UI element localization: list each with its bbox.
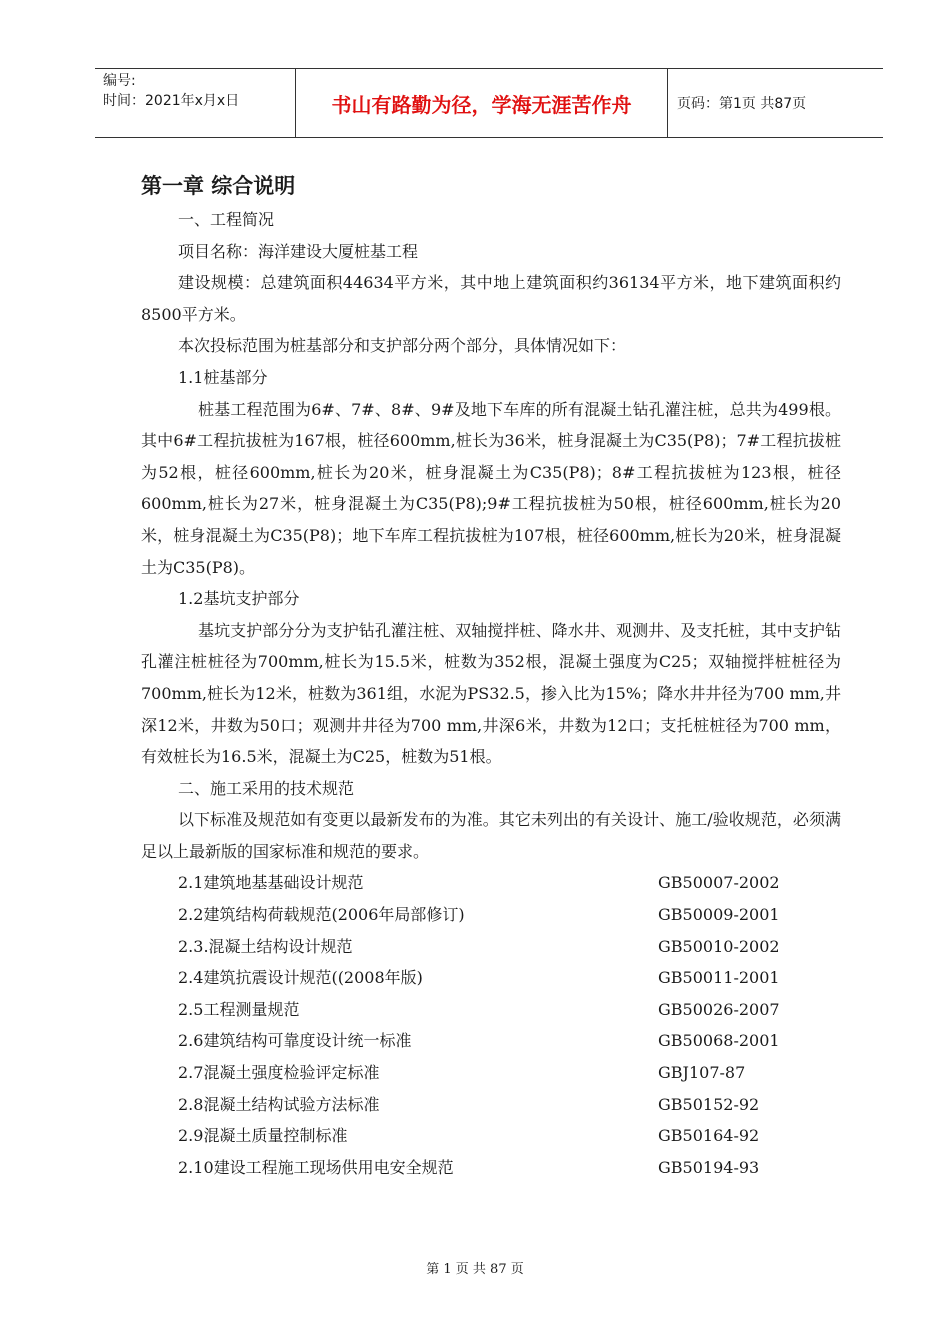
page-header: [95, 68, 883, 138]
standard-title: 2.3.混凝土结构设计规范: [178, 936, 353, 956]
section-1-title: 一、工程简况: [178, 210, 275, 229]
time-label: 时间：2021年x月x日: [103, 93, 240, 109]
standard-title: 2.6建筑结构可靠度设计统一标准: [178, 1031, 412, 1051]
standard-title: 2.2建筑结构荷载规范(2006年局部修订): [178, 905, 465, 925]
standard-item: [141, 931, 841, 963]
standard-title: 2.9混凝土质量控制标准: [178, 1126, 348, 1146]
header-motto: 书山有路勤为径，学海无涯苦作舟: [295, 69, 668, 137]
document-body: [141, 168, 841, 1183]
standard-code: GB50009-2001: [658, 905, 780, 925]
standard-title: 2.10建设工程施工现场供用电安全规范: [178, 1157, 454, 1177]
standard-code: GB50011-2001: [658, 968, 780, 988]
pit-section-title: 1.2基坑支护部分: [178, 589, 300, 609]
standards-list: [141, 867, 841, 1183]
project-name: 项目名称：海洋建设大厦桩基工程: [178, 241, 419, 261]
standard-code: GB50026-2007: [658, 999, 780, 1019]
standard-code: GBJ107-87: [658, 1063, 746, 1083]
pit-section-text: 基坑支护部分分为支护钻孔灌注桩、双轴搅拌桩、降水井、观测井、及支托桩，其中支护钻孔灌注桩桩径为700mm,桩长为15.5米，桩数为352根，混凝土强度为C25；双轴搅拌桩桩径为700mm,桩长为12米，桩数为361组，水泥为PS32.5，掺入比为15%；降水井井径为700 mm,井深12米，井数为50口；观测井井径为700 mm,井深6米，井数为12口；支托桩桩径为700 mm，有效桩长为16.5米，混凝土为C25，桩数为51根。: [141, 620, 841, 767]
standard-item: [141, 899, 841, 931]
standard-code: GB50164-92: [658, 1126, 760, 1146]
chapter-title: 第一章 综合说明: [141, 174, 296, 198]
header-meta: [95, 69, 295, 137]
standard-title: 2.8混凝土结构试验方法标准: [178, 1094, 380, 1114]
standard-item: [141, 1025, 841, 1057]
standard-item: [141, 1152, 841, 1184]
standard-code: GB50007-2002: [658, 873, 780, 893]
standard-item: [141, 867, 841, 899]
number-label: 编号:: [103, 73, 136, 89]
standard-item: [141, 962, 841, 994]
scope-intro: 本次投标范围为桩基部分和支护部分两个部分，具体情况如下：: [178, 336, 627, 356]
standard-code: GB50010-2002: [658, 936, 780, 956]
standard-title: 2.1建筑地基基础设计规范: [178, 873, 364, 893]
pile-section-text: 桩基工程范围为6#、7#、8#、9#及地下车库的所有混凝土钻孔灌注桩，总共为499根。其中6#工程抗拔桩为167根，桩径600mm,桩长为36米，桩身混凝土为C35(P8)；7#工程抗拔桩为52根，桩径600mm,桩长为20米，桩身混凝土为C35(P8)；8#工程抗拔桩为123根，桩径600mm,桩长为27米，桩身混凝土为C35(P8);9#工程抗拔桩为50根，桩径600mm,桩长为20米，桩身混凝土为C35(P8)；地下车库工程抗拔桩为107根，桩径600mm,桩长为20米，桩身混凝土为C35(P8)。: [141, 399, 841, 577]
header-page-label: 页码：第1页 共87页: [677, 96, 807, 112]
section-2-title: 二、施工采用的技术规范: [178, 778, 355, 798]
standard-item: [141, 1089, 841, 1121]
page-footer: 第 1 页 共 87 页: [426, 1262, 524, 1277]
construction-scale: 建设规模：总建筑面积44634平方米，其中地上建筑面积约36134平方米，地下建筑面积约8500平方米。: [141, 273, 841, 324]
standard-title: 2.4建筑抗震设计规范((2008年版): [178, 968, 423, 988]
standard-title: 2.5工程测量规范: [178, 999, 300, 1019]
standard-item: [141, 1120, 841, 1152]
standard-code: GB50068-2001: [658, 1031, 780, 1051]
standard-title: 2.7混凝土强度检验评定标准: [178, 1063, 380, 1083]
section-2-intro: 以下标准及规范如有变更以最新发布的为准。其它未列出的有关设计、施工/验收规范，必须满足以上最新版的国家标准和规范的要求。: [141, 810, 841, 861]
standard-item: [141, 994, 841, 1026]
standard-code: GB50152-92: [658, 1094, 760, 1114]
standard-code: GB50194-93: [658, 1157, 760, 1177]
pile-section-title: 1.1桩基部分: [178, 367, 268, 387]
standard-item: [141, 1057, 841, 1089]
